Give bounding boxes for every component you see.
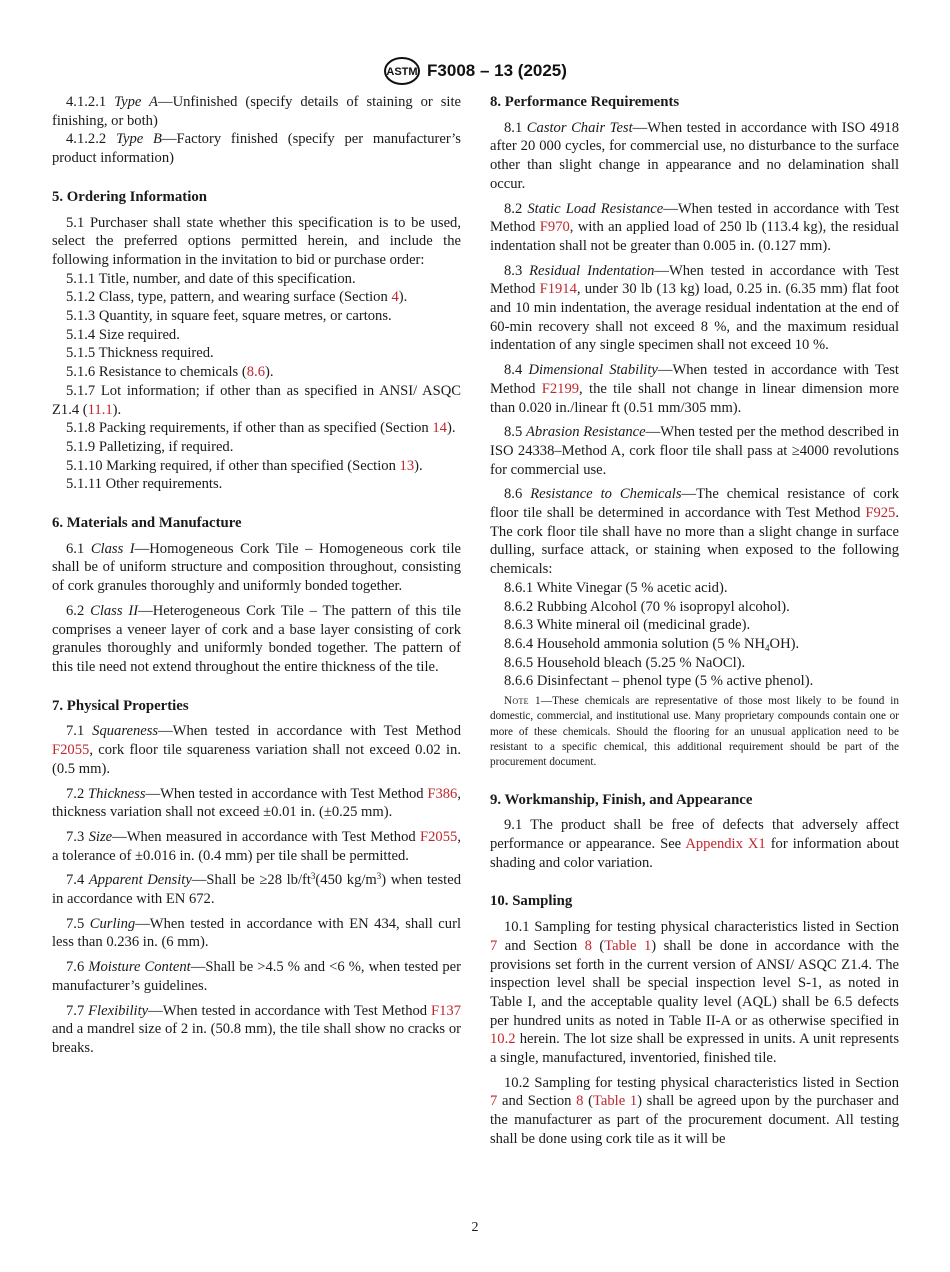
- section-heading-8: 8. Performance Requirements: [490, 94, 680, 110]
- svg-text:ASTM: ASTM: [386, 66, 418, 78]
- item-5-1-8: 5.1.8 Packing requirements, if other than as specified (Section 14).: [66, 420, 456, 437]
- para-8-3: 8.3 Residual Indentation—When tested in accordance with Test Method F1914, under 30 lb (13 kg) load, 0.25 in. (6.35 mm) flat foot and 10 min indentation, the average residual indentation at the end of 60-min recovery shall not exceed 8 %, and the maximum residual indentation of any single specimen shall not exceed 10 %.: [490, 262, 899, 354]
- table-link[interactable]: Table 1: [604, 937, 652, 954]
- right-column: [490, 93, 899, 1155]
- para-4-1-2-2: 4.1.2.2 Type B—Factory finished (specify per manufacturer’s product information): [52, 131, 461, 167]
- section-heading-9: 9. Workmanship, Finish, and Appearance: [490, 791, 753, 808]
- section-link[interactable]: 8: [584, 937, 592, 954]
- section-link[interactable]: 8.6: [246, 364, 265, 381]
- para-9-1: 9.1 The product shall be free of defects that adversely affect performance or appearance. See Appendix X1 for information about shading and color variation.: [490, 817, 899, 871]
- item-5-1-4: 5.1.4 Size required.: [66, 326, 180, 343]
- section-link[interactable]: 11.1: [87, 401, 113, 418]
- item-8-6-1: 8.6.1 White Vinegar (5 % acetic acid).: [504, 579, 728, 596]
- standard-link[interactable]: F2055: [52, 742, 90, 759]
- section-heading-10: 10. Sampling: [490, 893, 573, 910]
- standard-link[interactable]: F1914: [539, 281, 577, 298]
- standard-link[interactable]: F970: [539, 219, 570, 236]
- para-4-1-2-1: 4.1.2.1 Type A—Unfinished (specify details of staining or site finishing, or both): [52, 94, 461, 129]
- para-7-1: 7.1 Squareness—When tested in accordance with Test Method F2055, cork floor tile squareness variation shall not exceed 0.02 in. (0.5 mm).: [52, 723, 461, 777]
- para-5-1: 5.1 Purchaser shall state whether this specification is to be used, select the preferred options permitted herein, and include the following information in the invitation to bid or purchase order:: [52, 214, 461, 268]
- left-column: [52, 93, 461, 1064]
- para-6-2: 6.2 Class II—Heterogeneous Cork Tile – The pattern of this tile comprises a veneer layer of cork and a base layer consisting of cork granules thoroughly and uniformly bonded together. The pattern of this tile need not extend throughout the entire thickness of the tile.: [52, 602, 462, 675]
- item-5-1-11: 5.1.11 Other requirements.: [66, 476, 223, 493]
- item-8-6-4: 8.6.4 Household ammonia solution (5 % $NH_4OH$).: [504, 635, 800, 653]
- section-link[interactable]: 10.2: [490, 1031, 516, 1048]
- section-link[interactable]: 4: [391, 289, 399, 306]
- appendix-link[interactable]: Appendix X1: [685, 835, 766, 852]
- astm-logo-icon: [383, 56, 421, 86]
- para-7-4: 7.4 Apparent Density—Shall be ≥28 $lb/ft^3(450$ $kg/m^3$) when tested in accordance with EN 672.: [52, 871, 461, 908]
- item-5-1-2: 5.1.2 Class, type, pattern, and wearing surface (Section 4).: [66, 289, 408, 306]
- section-link[interactable]: 8: [576, 1093, 584, 1110]
- item-5-1-6: 5.1.6 Resistance to chemicals (8.6).: [66, 364, 274, 381]
- item-8-6-3: 8.6.3 White mineral oil (medicinal grade).: [504, 617, 751, 634]
- para-10-1: 10.1 Sampling for testing physical characteristics listed in Section 7 and Section 8 (Table 1) shall be done in accordance with the provisions set forth in the current version of ANSI/ ASQC Z1.4. The inspection level shall be special inspection level S-1, as noted in Table I, and the acceptable quality level (AQL) shall be 6.5 defects per hundred units as noted in Table II-A or as otherwise specified in 10.2 herein. The lot size shall be expressed in units. A unit represents a single, manufactured, inventoried, finished tile.: [490, 919, 899, 1067]
- standard-link[interactable]: F386: [427, 785, 458, 802]
- item-8-6-2: 8.6.2 Rubbing Alcohol (70 % isopropyl alcohol).: [504, 598, 790, 615]
- para-7-7: 7.7 Flexibility—When tested in accordance with Test Method F137 and a mandrel size of 2 in. (50.8 mm), the tile shall show no cracks or breaks.: [52, 1002, 461, 1056]
- standard-link[interactable]: F2199: [541, 380, 580, 397]
- item-5-1-9: 5.1.9 Palletizing, if required.: [66, 438, 234, 455]
- item-5-1-7: 5.1.7 Lot information; if other than as specified in ANSI/ ASQC Z1.4 (11.1).: [52, 382, 461, 418]
- section-heading-6: 6. Materials and Manufacture: [52, 515, 242, 532]
- para-8-4: 8.4 Dimensional Stability—When tested in accordance with Test Method F2199, the tile shall not change in linear dimension more than 0.020 in./linear ft (0.51 mm/305 mm).: [490, 362, 899, 416]
- standard-link[interactable]: F137: [430, 1002, 461, 1019]
- section-link[interactable]: 13: [399, 457, 415, 474]
- item-5-1-3: 5.1.3 Quantity, in square feet, square metres, or cartons.: [66, 308, 392, 325]
- item-5-1-1: 5.1.1 Title, number, and date of this specification.: [66, 270, 356, 287]
- document-id: F3008 – 13 (2025): [427, 61, 567, 80]
- note-1: Note 1—These chemicals are representative of those most likely to be found in domestic, commercial, and institutional use. Many proprietary compounds contain one or more of these chemicals. Should the flooring for an unusual application need to be resistant to a specific chemical, this additional requirement should be part of the procurement document.: [490, 695, 899, 769]
- para-7-3: 7.3 Size—When measured in accordance with Test Method F2055, a tolerance of ±0.016 in. (0.4 mm) per tile shall be permitted.: [52, 828, 461, 864]
- para-8-1: 8.1 Castor Chair Test—When tested in accordance with ISO 4918 after 20 000 cycles, for commercial use, no disturbance to the surface other than slight change in appearance and no delamination shall occur.: [490, 119, 899, 192]
- item-5-1-10: 5.1.10 Marking required, if other than specified (Section 13).: [66, 457, 423, 474]
- para-7-5: 7.5 Curling—When tested in accordance with EN 434, shall curl less than 0.236 in. (6 mm).: [52, 915, 461, 951]
- page-number: 2: [471, 1220, 479, 1235]
- para-8-6: 8.6 Resistance to Chemicals—The chemical resistance of cork floor tile shall be determined in accordance with Test Method F925. The cork floor tile shall have no more than a slight change in surface dulling, surface attack, or staining when exposed to the following chemicals:: [490, 486, 899, 578]
- section-link[interactable]: 14: [432, 420, 447, 437]
- para-7-2: 7.2 Thickness—When tested in accordance with Test Method F386, thickness variation shall not exceed ±0.01 in. (±0.25 mm).: [52, 785, 461, 821]
- section-link[interactable]: 7: [490, 1093, 498, 1110]
- para-6-1: 6.1 Class I—Homogeneous Cork Tile – Homogeneous cork tile shall be of uniform structure and composition throughout, consisting of cork granules thoroughly and uniformly bonded together.: [52, 540, 461, 595]
- section-link[interactable]: 7: [490, 937, 498, 954]
- standard-link[interactable]: F925: [865, 505, 896, 522]
- item-8-6-5: 8.6.5 Household bleach (5.25 % NaOCl).: [504, 654, 746, 671]
- para-8-5: 8.5 Abrasion Resistance—When tested per the method described in ISO 24338–Method A, cork floor tile shall pass at ≥4000 revolutions for commercial use.: [490, 424, 899, 478]
- page-header: [0, 56, 950, 86]
- section-heading-7: 7. Physical Properties: [52, 697, 189, 714]
- table-link[interactable]: Table 1: [592, 1093, 638, 1110]
- item-8-6-6: 8.6.6 Disinfectant – phenol type (5 % active phenol).: [504, 673, 814, 690]
- item-5-1-5: 5.1.5 Thickness required.: [66, 345, 214, 362]
- para-10-2: 10.2 Sampling for testing physical characteristics listed in Section 7 and Section 8 (Table 1) shall be agreed upon by the purchaser and the manufacturer as part of the procurement document. All testing shall be done using cork tile as it will be: [490, 1074, 899, 1147]
- section-heading-5: 5. Ordering Information: [52, 188, 207, 205]
- para-7-6: 7.6 Moisture Content—Shall be >4.5 % and <6 %, when tested per manufacturer’s guidelines.: [52, 959, 461, 994]
- standard-link[interactable]: F2055: [420, 828, 458, 845]
- para-8-2: 8.2 Static Load Resistance—When tested in accordance with Test Method F970, with an applied load of 250 lb (113.4 kg), the residual indentation shall not be greater than 0.005 in. (0.127 mm).: [490, 200, 899, 254]
